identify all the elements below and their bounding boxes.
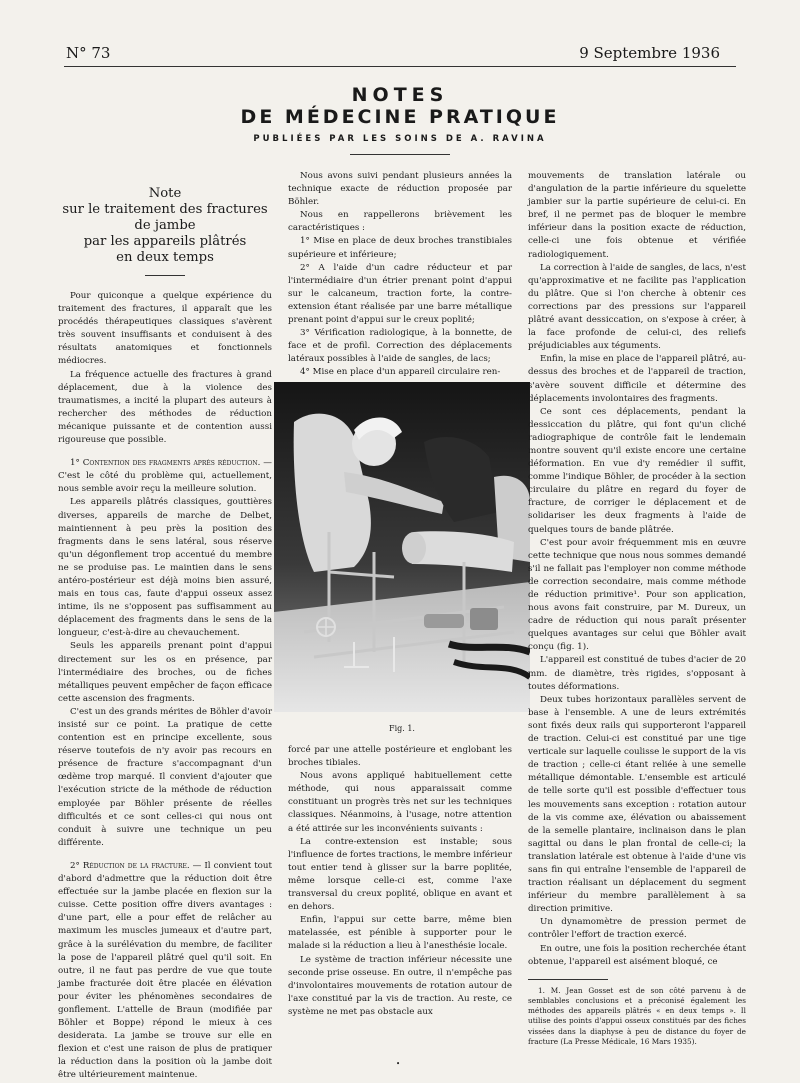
section-heading: 2° Réduction de la fracture.: [70, 860, 190, 871]
paragraph: Le système de traction inférieur nécessite une seconde prise osseuse. En outre, il n'empêche pas d'involontaires mouvements de rotation autour de l'axe constitué par la vis de traction. Au reste, ce système ne met pas obstacle aux: [288, 954, 512, 1017]
issue-date: 9 Septembre 1936: [579, 44, 720, 62]
column-1: [58, 180, 272, 1083]
section-text: — C'est le côté du problème qui, actuellement, nous semble avoir reçu la meilleure solution.: [58, 458, 272, 495]
paragraph: Un dynamomètre de pression permet de contrôler l'effort de traction exercé.: [528, 917, 746, 941]
paragraph: Deux tubes horizontaux parallèles servent de base à l'ensemble. A une de leurs extrémités sont fixés deux rails qui supporteront l'appareil de traction. Celui-ci est constitué par une tige verticale sur laquelle coulisse le support de la vis de traction ; celle-ci étant reliée à une semelle métallique démontable. L'ensemble est articulé de telle sorte qu'il est possible d'effectuer tous les mouvements sans exception : rotation autour de la vis comme axe, élévation ou abaissement de la semelle plantaire, inclinaison dans le plan sagittal ou dans le plan frontal de celle-ci; la translation latérale est obtenue à l'aide d'une vis sans fin qui entraîne l'ensemble de l'appareil de traction réalisant un déplacement du segment inférieur du membre parallèlement à sa direction primitive.: [528, 694, 746, 915]
column-2-bottom: [288, 744, 512, 1019]
paragraph: mouvements de translation latérale ou d'angulation de la partie inférieure du squelette jambier sur la partie supérieure de celui-ci. En bref, il ne permet pas de bloquer le membre inférieur dans la position exacte de réduction, celle-ci une fois obtenue et vérifiée radiologiquement.: [528, 171, 746, 260]
paragraph: 1° Mise en place de deux broches transtibiales supérieure et inférieure;: [288, 236, 512, 260]
section-title-medecine: DE MÉDECINE PRATIQUE: [240, 106, 560, 128]
paragraph: 2° A l'aide d'un cadre réducteur et par l'intermédiaire d'un étrier prenant point d'appui sur le calcaneum, traction forte, la contre-extension étant réalisée par une barre métallique prenant point d'appui sur le creux poplité;: [288, 262, 512, 326]
paragraph: Enfin, l'appui sur cette barre, même bien matelassée, est pénible à supporter pour le malade si la réduction a lieu à l'anesthésie locale.: [288, 915, 512, 952]
section-text: — Il convient tout d'abord d'admettre que la réduction doit être effectuée sur la jambe placée en flexion sur la cuisse. Cette position offre divers avantages : d'une part, elle a pour effet de relâcher au maximum les muscles jumeaux et d'autre part, grâce à la surélévation du membre, de faciliter la pose de l'appareil plâtré quel qu'il soit. En outre, il ne faut pas perdre de vue que toute jambe fracturée doit être placée en élévation pour éviter les phénomènes secondaires de gonflement. L'attelle de Braun (modifiée par Böhler et Boppe) répond le mieux à ces desiderata. La jambe se trouve sur elle en flexion et c'est une raison de plus de pratiquer la réduction dans la position où la jambe doit être ultérieurement maintenue.: [58, 860, 272, 1081]
paragraph: Pour quiconque a quelque expérience du traitement des fractures, il apparaît que les procédés thérapeutiques classiques s'avèrent très souvent insuffisants et conduisent à des résultats anatomiques et fonctionnels médiocres.: [58, 291, 272, 367]
figure-caption: Fig. 1.: [389, 724, 415, 733]
paragraph: Nous avons suivi pendant plusieurs années la technique exacte de réduction proposée par Böhler.: [288, 171, 512, 208]
paragraph: Les appareils plâtrés classiques, gouttières diverses, appareils de marche de Delbet, maintiennent à peu près la position des fragments dans le sens latéral, sous réserve qu'un dégonflement trop accentué du membre ne se produise pas. Le maintien dans le sens antéro-postérieur est déjà moins bien assuré, mais en tous cas, faute d'appui osseux assez intime, ils ne s'opposent pas suffisamment au déplacement des fragments dans le sens de la longueur, c'est-à-dire au chevauchement.: [58, 497, 272, 639]
article-title: [58, 186, 272, 266]
paragraph: Seuls les appareils prenant point d'appui directement sur les os en présence, par l'intermédiaire des broches, ou de fiches métalliques peuvent empêcher de façon efficace cette ascension des fragments.: [58, 641, 272, 704]
title-rule: [350, 154, 450, 155]
paragraph: Nous en rappellerons brièvement les caractéristiques :: [288, 210, 512, 234]
article-title-line: Note: [148, 186, 182, 201]
article-title-rule: [145, 275, 185, 276]
footnote-text: 1. M. Jean Gosset est de son côté parvenu à de semblables conclusions et a préconisé également les méthodes des appareils plâtrés « en deux temps ». Il utilise des points d'appui osseux constitués par des fiches vissées dans la diaphyse à peu de distance du foyer de fracture (La Presse Médicale, 16 Mars 1935).: [528, 985, 746, 1046]
issue-number: N° 73: [66, 44, 111, 62]
paragraph: Ce sont ces déplacements, pendant la dessiccation du plâtre, qui font qu'un cliché radiographique de contrôle fait le lendemain montre souvent qu'il existe encore une certaine déformation. En vue d'y remédier il suffit, comme l'indique Böhler, de procéder à la section circulaire du plâtre en regard du foyer de fracture, de corriger le déplacement et de solidariser les deux fragments à l'aide de quelques tours de bande plâtrée.: [528, 406, 746, 535]
paragraph: C'est un des grands mérites de Böhler d'avoir insisté sur ce point. La pratique de cette contention est en principe excellente, sous réserve toutefois de n'y avoir pas recours en présence de fracture s'accompagnant d'un œdème trop marqué. Il convient d'ajouter que l'exécution stricte de la méthode de réduction employée par Böhler présente de réelles difficultés et ce sont celles-ci qui nous ont conduit à suivre une technique un peu différente.: [58, 706, 272, 848]
column-2-top: [288, 170, 512, 380]
paragraph: La correction à l'aide de sangles, de lacs, n'est qu'approximative et ne facilite pas l'application du plâtre. Que si l'on cherche à obtenir ces corrections par des pressions sur l'appareil plâtré avant dessiccation, on s'expose à créer, à la face profonde de celui-ci, des reliefs préjudiciables aux téguments.: [528, 262, 747, 352]
paragraph: Enfin, la mise en place de l'appareil plâtré, au-dessus des broches et de l'appareil de traction, s'avère souvent difficile et détermine des déplacements involontaires des fragments.: [528, 354, 746, 404]
section-paragraph: [58, 860, 272, 1083]
paragraph: 4° Mise en place d'un appareil circulaire ren-: [300, 367, 501, 378]
paragraph: 3° Vérification radiologique, à la bonnette, de face et de profil. Correction des déplacements latéraux possibles à l'aide de sangles, de lacs;: [288, 328, 512, 365]
article-title-line: par les appareils plâtrés: [83, 234, 247, 249]
footnote-rule: [528, 979, 608, 980]
section-heading: 1° Contention des fragments après réduction.: [70, 458, 261, 469]
paragraph: En outre, une fois la position recherchée étant obtenue, l'appareil est aisément bloqué, ce: [528, 943, 746, 967]
section-paragraph: [58, 457, 272, 496]
paragraph: C'est pour avoir fréquemment mis en œuvre cette technique que nous nous sommes demandé s'il ne fallait pas l'employer non comme méthode de correction secondaire, mais comme méthode de réduction primitive¹. Pour son application, nous avons fait construire, par M. Dureux, un cadre de réduction qui nous paraît présenter quelques avantages sur celui que Böhler avait conçu (fig. 1).: [528, 537, 746, 653]
paragraph: L'appareil est constitué de tubes d'acier de 20 mm. de diamètre, très rigides, s'opposant à toutes déformations.: [528, 655, 746, 692]
paragraph: Nous avons appliqué habituellement cette méthode, qui nous apparaissait comme constituant un progrès très net sur les techniques classiques. Néanmoins, à l'usage, notre attention a été attirée sur les inconvénients suivants :: [288, 771, 512, 834]
figure-photo-reduction-frame: [274, 382, 530, 712]
paragraph: La fréquence actuelle des fractures à grand déplacement, due à la violence des traumatismes, a incité la plupart des auteurs à rechercher des méthodes de réduction mécanique puissante et de contention aussi rigoureuse que possible.: [58, 369, 272, 446]
article-title-line: en deux temps: [116, 250, 214, 265]
header-rule: [64, 66, 736, 67]
footer-mark: •: [396, 1060, 401, 1068]
footnote: [528, 986, 746, 1047]
column-3: [528, 170, 746, 1047]
section-editor-line: PUBLIÉES PAR LES SOINS DE A. RAVINA: [253, 134, 547, 144]
article-title-line: sur le traitement des fractures de jambe: [62, 202, 268, 233]
paragraph: forcé par une attelle postérieure et englobant les broches tibiales.: [288, 745, 512, 769]
paragraph: La contre-extension est instable; sous l'influence de fortes tractions, le membre inférieur tout entier tend à glisser sur la barre poplitée, même lorsque celle-ci est, comme l'axe transversal du creux poplité, oblique en avant et en dehors.: [288, 836, 512, 913]
section-title-notes: NOTES: [351, 84, 449, 106]
